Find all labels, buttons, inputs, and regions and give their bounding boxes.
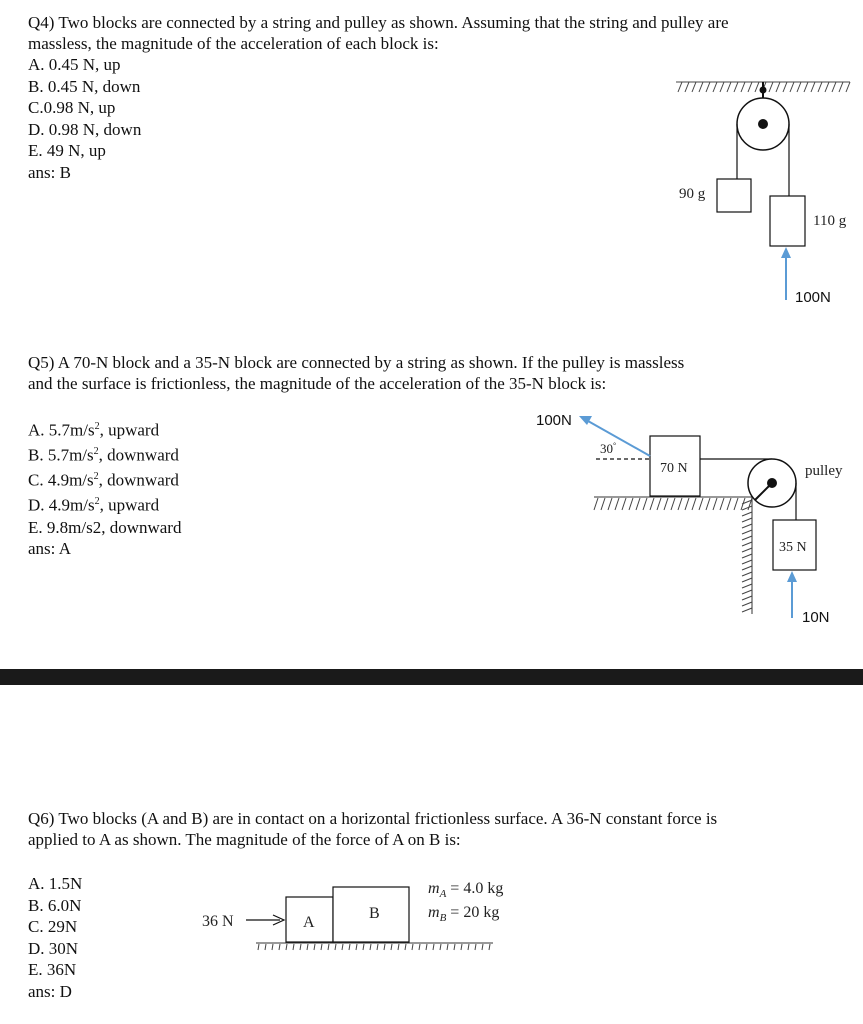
q4-option-b: B. 0.45 N, down [28, 76, 141, 96]
floor-hatch-line [454, 944, 455, 950]
q5-block-hanging-label: 35 N [779, 540, 807, 555]
floor-hatch-line [265, 944, 266, 950]
q5-question-line1: Q5) A 70-N block and a 35-N block are connected by a string as shown. If the pulley is massless [28, 353, 685, 372]
floor-hatch-line [349, 944, 350, 950]
floor-hatch-line [426, 944, 427, 950]
floor-hatch-line [433, 944, 434, 950]
q5-option-a: A. $5.7m/s^2$, upward [28, 420, 160, 440]
q4-option-e: E. 49 N, up [28, 141, 106, 160]
q5-question-line2: and the surface is frictionless, the magnitude of the acceleration of the 35-N block is: [28, 374, 607, 393]
q6-question-line1: Q6) Two blocks (A and B) are in contact on a horizontal frictionless surface. A 36-N constant force is [28, 809, 718, 828]
q5-answer: ans: A [28, 539, 71, 559]
q6-option-a: A. 1.5N [28, 874, 83, 893]
floor-hatch-line [405, 944, 406, 950]
q6-force-label: 36 N [202, 913, 234, 930]
floor-hatch-line [314, 944, 315, 950]
q6-option-e: E. 36N [28, 960, 77, 979]
floor-hatch-line [447, 944, 448, 950]
floor-hatch-line [384, 944, 385, 950]
floor-hatch-line [398, 944, 399, 950]
q4-option-d: D. 0.98 N, down [28, 119, 142, 139]
q6-block-a-label: A [303, 914, 315, 931]
floor-hatch-line [440, 944, 441, 950]
q6-option-d: D. 30N [28, 938, 79, 958]
q6-question-line2: applied to A as shown. The magnitude of the force of A on B is: [28, 830, 461, 849]
floor-hatch-line [419, 944, 420, 950]
q4-option-a: A. 0.45 N, up [28, 55, 121, 74]
q5-option-b: B. $5.7m/s^2$, downward [28, 445, 179, 465]
q5-option-c: C. $4.9m/s^2$, downward [28, 470, 179, 490]
q5-angle-label: 30° [600, 441, 617, 456]
q5-force-top-label: 100N [536, 412, 572, 429]
floor-hatch-line [391, 944, 392, 950]
q4-mass-left-label: 90 g [679, 186, 706, 202]
floor-hatch-line [475, 944, 476, 950]
q4-option-c: C.0.98 N, up [28, 98, 116, 117]
q4-force-label: 100N [795, 289, 831, 306]
floor-hatch-line [461, 944, 462, 950]
q6-answer: ans: D [28, 981, 72, 1001]
q5-option-d: D. $4.9m/s^2$, upward [28, 496, 160, 516]
q5-block-table-label: 70 N [660, 461, 688, 476]
q4-answer: ans: B [28, 162, 71, 182]
floor-hatch-line [272, 944, 273, 950]
floor-hatch-line [363, 944, 364, 950]
floor-hatch-line [258, 944, 259, 950]
floor-hatch-line [307, 944, 308, 950]
floor-hatch-line [377, 944, 378, 950]
q4-question-line2: massless, the magnitude of the acceleration of each block is: [28, 34, 439, 53]
floor-hatch-line [468, 944, 469, 950]
floor-hatch-line [321, 944, 322, 950]
q6-block-b-label: B [369, 905, 380, 922]
q6-option-c: C. 29N [28, 917, 78, 936]
q6-mass-b-label: $m_B = 20$ kg [428, 904, 500, 924]
q6-option-b: B. 6.0N [28, 895, 82, 915]
floor-hatch-line [328, 944, 329, 950]
q4-question-line1: Q4) Two blocks are connected by a string and pulley as shown. Assuming that the string and pulley are [28, 13, 729, 32]
q6-mass-a-label: $m_A = 4.0$ kg [428, 880, 504, 900]
floor-hatch-line [300, 944, 301, 950]
floor-hatch-line [356, 944, 357, 950]
floor-hatch-line [293, 944, 294, 950]
floor-hatch-line [412, 944, 413, 950]
q5-pulley-label: pulley [805, 463, 843, 479]
floor-hatch-line [342, 944, 343, 950]
floor-hatch-line [279, 944, 280, 950]
floor-hatch-line [489, 944, 490, 950]
q5-force-bottom-label: 10N [802, 609, 830, 626]
q5-option-e: E. 9.8m/s2, downward [28, 517, 182, 537]
floor-hatch-line [370, 944, 371, 950]
floor-hatch-line [286, 944, 287, 950]
floor-hatch-line [482, 944, 483, 950]
floor-hatch-line [335, 944, 336, 950]
q4-mass-right-label: 110 g [813, 213, 847, 229]
